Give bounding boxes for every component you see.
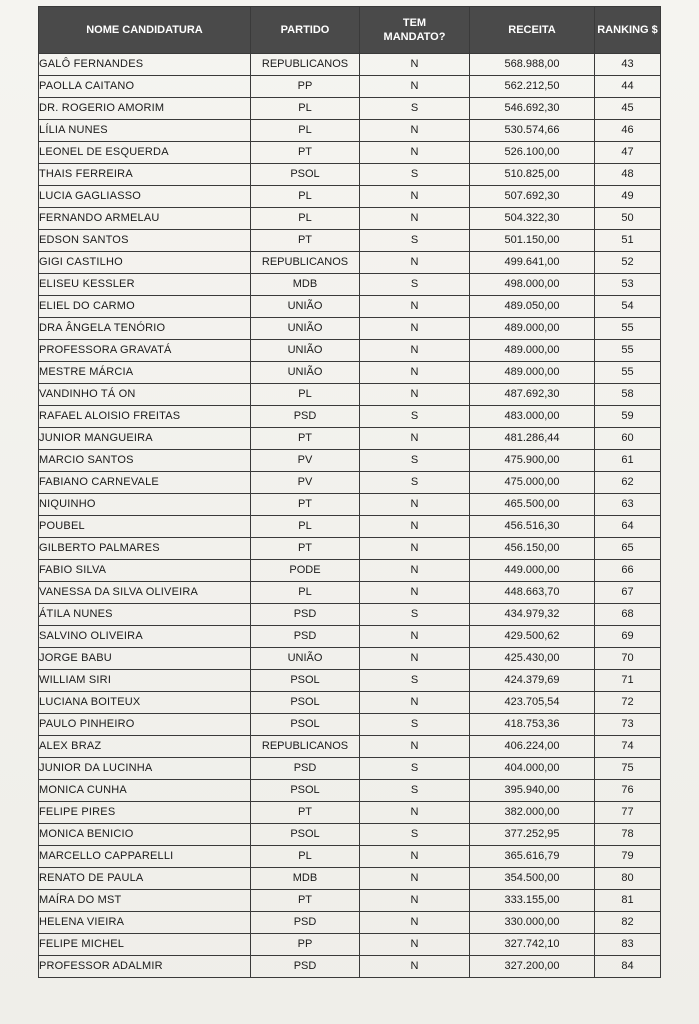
cell-mandato: N <box>360 692 470 714</box>
table-row <box>39 802 661 824</box>
cell-partido: PT <box>251 802 360 824</box>
cell-mandato: N <box>360 362 470 384</box>
cell-ranking: 78 <box>595 824 661 846</box>
cell-mandato: N <box>360 648 470 670</box>
cell-receita: 423.705,54 <box>470 692 595 714</box>
table-row <box>39 164 661 186</box>
cell-mandato: N <box>360 912 470 934</box>
cell-ranking: 45 <box>595 98 661 120</box>
cell-nome: WILLIAM SIRI <box>39 670 251 692</box>
cell-receita: 568.988,00 <box>470 54 595 76</box>
cell-receita: 526.100,00 <box>470 142 595 164</box>
cell-receita: 530.574,66 <box>470 120 595 142</box>
cell-partido: PSOL <box>251 164 360 186</box>
cell-partido: UNIÃO <box>251 648 360 670</box>
header-mandato <box>360 7 470 54</box>
cell-receita: 377.252,95 <box>470 824 595 846</box>
cell-partido: PSOL <box>251 780 360 802</box>
table-row <box>39 142 661 164</box>
table-row <box>39 76 661 98</box>
cell-partido: PSOL <box>251 670 360 692</box>
cell-nome: GALÔ FERNANDES <box>39 54 251 76</box>
cell-partido: PL <box>251 208 360 230</box>
cell-partido: PP <box>251 76 360 98</box>
table-row <box>39 582 661 604</box>
cell-partido: PT <box>251 890 360 912</box>
table-row <box>39 824 661 846</box>
cell-receita: 562.212,50 <box>470 76 595 98</box>
cell-ranking: 46 <box>595 120 661 142</box>
cell-receita: 434.979,32 <box>470 604 595 626</box>
table-row <box>39 318 661 340</box>
cell-mandato: N <box>360 340 470 362</box>
cell-mandato: N <box>360 494 470 516</box>
cell-ranking: 84 <box>595 956 661 978</box>
table-row <box>39 934 661 956</box>
table-row <box>39 472 661 494</box>
cell-partido: PL <box>251 98 360 120</box>
cell-partido: MDB <box>251 274 360 296</box>
cell-ranking: 53 <box>595 274 661 296</box>
cell-mandato: N <box>360 120 470 142</box>
cell-nome: ELIEL DO CARMO <box>39 296 251 318</box>
cell-nome: PAOLLA CAITANO <box>39 76 251 98</box>
table-row <box>39 54 661 76</box>
cell-partido: PL <box>251 120 360 142</box>
cell-mandato: S <box>360 472 470 494</box>
cell-receita: 327.200,00 <box>470 956 595 978</box>
cell-partido: PSD <box>251 912 360 934</box>
cell-receita: 327.742,10 <box>470 934 595 956</box>
header-nome: NOME CANDIDATURA <box>39 7 251 54</box>
table-row <box>39 604 661 626</box>
table-row <box>39 296 661 318</box>
cell-nome: ÁTILA NUNES <box>39 604 251 626</box>
cell-ranking: 70 <box>595 648 661 670</box>
cell-receita: 504.322,30 <box>470 208 595 230</box>
table-row <box>39 626 661 648</box>
cell-partido: PSD <box>251 626 360 648</box>
cell-ranking: 59 <box>595 406 661 428</box>
cell-ranking: 76 <box>595 780 661 802</box>
cell-partido: PSD <box>251 956 360 978</box>
cell-mandato: S <box>360 780 470 802</box>
cell-receita: 354.500,00 <box>470 868 595 890</box>
cell-nome: GILBERTO PALMARES <box>39 538 251 560</box>
cell-ranking: 50 <box>595 208 661 230</box>
cell-partido: PL <box>251 516 360 538</box>
cell-nome: MARCIO SANTOS <box>39 450 251 472</box>
cell-partido: PT <box>251 142 360 164</box>
table-row <box>39 538 661 560</box>
cell-mandato: N <box>360 538 470 560</box>
cell-ranking: 77 <box>595 802 661 824</box>
cell-partido: PSOL <box>251 714 360 736</box>
cell-nome: DR. ROGERIO AMORIM <box>39 98 251 120</box>
cell-nome: THAIS FERREIRA <box>39 164 251 186</box>
cell-receita: 499.641,00 <box>470 252 595 274</box>
cell-nome: EDSON SANTOS <box>39 230 251 252</box>
cell-ranking: 80 <box>595 868 661 890</box>
cell-ranking: 49 <box>595 186 661 208</box>
cell-partido: REPUBLICANOS <box>251 736 360 758</box>
cell-nome: RENATO DE PAULA <box>39 868 251 890</box>
cell-receita: 507.692,30 <box>470 186 595 208</box>
cell-mandato: N <box>360 956 470 978</box>
cell-ranking: 63 <box>595 494 661 516</box>
cell-nome: PAULO PINHEIRO <box>39 714 251 736</box>
cell-ranking: 47 <box>595 142 661 164</box>
cell-mandato: N <box>360 54 470 76</box>
cell-nome: JORGE BABU <box>39 648 251 670</box>
table-row <box>39 648 661 670</box>
cell-nome: FELIPE PIRES <box>39 802 251 824</box>
cell-ranking: 69 <box>595 626 661 648</box>
cell-receita: 382.000,00 <box>470 802 595 824</box>
table-row <box>39 956 661 978</box>
cell-ranking: 43 <box>595 54 661 76</box>
cell-nome: ALEX BRAZ <box>39 736 251 758</box>
cell-mandato: S <box>360 670 470 692</box>
cell-nome: FELIPE MICHEL <box>39 934 251 956</box>
cell-ranking: 72 <box>595 692 661 714</box>
header-mandato-line2: MANDATO? <box>383 31 446 43</box>
cell-mandato: S <box>360 450 470 472</box>
table-row <box>39 736 661 758</box>
cell-ranking: 71 <box>595 670 661 692</box>
cell-nome: DRA ÂNGELA TENÓRIO <box>39 318 251 340</box>
cell-ranking: 75 <box>595 758 661 780</box>
cell-mandato: N <box>360 76 470 98</box>
cell-nome: HELENA VIEIRA <box>39 912 251 934</box>
table-row <box>39 670 661 692</box>
header-mandato-line1: TEM <box>402 17 427 29</box>
cell-mandato: S <box>360 230 470 252</box>
cell-receita: 501.150,00 <box>470 230 595 252</box>
cell-nome: JUNIOR DA LUCINHA <box>39 758 251 780</box>
cell-nome: MESTRE MÁRCIA <box>39 362 251 384</box>
cell-receita: 475.000,00 <box>470 472 595 494</box>
cell-nome: RAFAEL ALOISIO FREITAS <box>39 406 251 428</box>
cell-receita: 404.000,00 <box>470 758 595 780</box>
cell-ranking: 44 <box>595 76 661 98</box>
cell-ranking: 55 <box>595 362 661 384</box>
cell-receita: 481.286,44 <box>470 428 595 450</box>
cell-receita: 365.616,79 <box>470 846 595 868</box>
cell-partido: MDB <box>251 868 360 890</box>
cell-receita: 424.379,69 <box>470 670 595 692</box>
cell-ranking: 73 <box>595 714 661 736</box>
table-row <box>39 560 661 582</box>
cell-mandato: S <box>360 824 470 846</box>
cell-receita: 510.825,00 <box>470 164 595 186</box>
cell-mandato: N <box>360 186 470 208</box>
cell-nome: GIGI CASTILHO <box>39 252 251 274</box>
cell-ranking: 48 <box>595 164 661 186</box>
table-row <box>39 230 661 252</box>
table-row <box>39 98 661 120</box>
table-row <box>39 758 661 780</box>
cell-receita: 395.940,00 <box>470 780 595 802</box>
cell-mandato: N <box>360 252 470 274</box>
cell-partido: PV <box>251 450 360 472</box>
cell-ranking: 58 <box>595 384 661 406</box>
cell-receita: 406.224,00 <box>470 736 595 758</box>
cell-nome: PROFESSORA GRAVATÁ <box>39 340 251 362</box>
cell-nome: MONICA BENICIO <box>39 824 251 846</box>
table-row <box>39 274 661 296</box>
cell-nome: JUNIOR MANGUEIRA <box>39 428 251 450</box>
cell-ranking: 51 <box>595 230 661 252</box>
cell-ranking: 66 <box>595 560 661 582</box>
cell-partido: PP <box>251 934 360 956</box>
cell-mandato: N <box>360 516 470 538</box>
cell-nome: LEONEL DE ESQUERDA <box>39 142 251 164</box>
cell-partido: PSD <box>251 406 360 428</box>
cell-receita: 425.430,00 <box>470 648 595 670</box>
table-row <box>39 912 661 934</box>
cell-mandato: N <box>360 142 470 164</box>
cell-mandato: S <box>360 274 470 296</box>
header-row <box>39 7 661 54</box>
table-row <box>39 692 661 714</box>
cell-ranking: 81 <box>595 890 661 912</box>
cell-receita: 449.000,00 <box>470 560 595 582</box>
cell-receita: 333.155,00 <box>470 890 595 912</box>
cell-ranking: 83 <box>595 934 661 956</box>
table-row <box>39 120 661 142</box>
cell-receita: 546.692,30 <box>470 98 595 120</box>
cell-partido: PSOL <box>251 824 360 846</box>
cell-partido: REPUBLICANOS <box>251 54 360 76</box>
cell-partido: PL <box>251 186 360 208</box>
table-row <box>39 780 661 802</box>
cell-nome: VANDINHO TÁ ON <box>39 384 251 406</box>
cell-nome: ELISEU KESSLER <box>39 274 251 296</box>
cell-nome: NIQUINHO <box>39 494 251 516</box>
cell-ranking: 67 <box>595 582 661 604</box>
table-header <box>39 7 661 54</box>
cell-ranking: 52 <box>595 252 661 274</box>
table-row <box>39 252 661 274</box>
cell-mandato: S <box>360 758 470 780</box>
cell-receita: 489.050,00 <box>470 296 595 318</box>
cell-receita: 498.000,00 <box>470 274 595 296</box>
cell-partido: PSD <box>251 604 360 626</box>
cell-ranking: 82 <box>595 912 661 934</box>
cell-nome: MAÍRA DO MST <box>39 890 251 912</box>
cell-partido: PL <box>251 384 360 406</box>
header-ranking: RANKING $ <box>595 7 661 54</box>
cell-partido: UNIÃO <box>251 362 360 384</box>
cell-mandato: N <box>360 934 470 956</box>
cell-receita: 448.663,70 <box>470 582 595 604</box>
cell-mandato: N <box>360 736 470 758</box>
cell-partido: PODE <box>251 560 360 582</box>
cell-mandato: S <box>360 406 470 428</box>
table-row <box>39 208 661 230</box>
cell-partido: UNIÃO <box>251 318 360 340</box>
table-row <box>39 868 661 890</box>
cell-nome: FABIANO CARNEVALE <box>39 472 251 494</box>
cell-ranking: 65 <box>595 538 661 560</box>
cell-receita: 489.000,00 <box>470 318 595 340</box>
header-partido: PARTIDO <box>251 7 360 54</box>
cell-receita: 330.000,00 <box>470 912 595 934</box>
cell-mandato: S <box>360 98 470 120</box>
cell-partido: UNIÃO <box>251 296 360 318</box>
table-row <box>39 186 661 208</box>
cell-partido: PL <box>251 582 360 604</box>
table-row <box>39 714 661 736</box>
cell-mandato: N <box>360 428 470 450</box>
table-row <box>39 516 661 538</box>
cell-partido: UNIÃO <box>251 340 360 362</box>
cell-receita: 456.150,00 <box>470 538 595 560</box>
cell-nome: POUBEL <box>39 516 251 538</box>
cell-mandato: N <box>360 384 470 406</box>
cell-mandato: S <box>360 604 470 626</box>
table-body <box>39 54 661 978</box>
cell-partido: PT <box>251 494 360 516</box>
table-row <box>39 428 661 450</box>
header-receita: RECEITA <box>470 7 595 54</box>
cell-nome: MONICA CUNHA <box>39 780 251 802</box>
cell-mandato: N <box>360 802 470 824</box>
cell-receita: 489.000,00 <box>470 340 595 362</box>
cell-partido: PT <box>251 230 360 252</box>
cell-mandato: N <box>360 890 470 912</box>
cell-ranking: 55 <box>595 318 661 340</box>
cell-partido: PSOL <box>251 692 360 714</box>
cell-partido: PL <box>251 846 360 868</box>
cell-partido: PT <box>251 428 360 450</box>
cell-nome: VANESSA DA SILVA OLIVEIRA <box>39 582 251 604</box>
cell-ranking: 55 <box>595 340 661 362</box>
cell-partido: PV <box>251 472 360 494</box>
cell-mandato: N <box>360 846 470 868</box>
table-row <box>39 494 661 516</box>
cell-receita: 456.516,30 <box>470 516 595 538</box>
cell-nome: FERNANDO ARMELAU <box>39 208 251 230</box>
cell-mandato: N <box>360 582 470 604</box>
cell-receita: 475.900,00 <box>470 450 595 472</box>
cell-ranking: 68 <box>595 604 661 626</box>
cell-nome: LUCIA GAGLIASSO <box>39 186 251 208</box>
cell-ranking: 60 <box>595 428 661 450</box>
cell-receita: 489.000,00 <box>470 362 595 384</box>
cell-mandato: S <box>360 164 470 186</box>
table-row <box>39 406 661 428</box>
cell-partido: PSD <box>251 758 360 780</box>
cell-mandato: N <box>360 560 470 582</box>
table-row <box>39 890 661 912</box>
cell-partido: REPUBLICANOS <box>251 252 360 274</box>
table-row <box>39 384 661 406</box>
table-row <box>39 450 661 472</box>
cell-ranking: 61 <box>595 450 661 472</box>
cell-nome: MARCELLO CAPPARELLI <box>39 846 251 868</box>
cell-receita: 429.500,62 <box>470 626 595 648</box>
cell-nome: SALVINO OLIVEIRA <box>39 626 251 648</box>
cell-receita: 418.753,36 <box>470 714 595 736</box>
cell-nome: LUCIANA BOITEUX <box>39 692 251 714</box>
cell-mandato: N <box>360 318 470 340</box>
cell-ranking: 79 <box>595 846 661 868</box>
cell-nome: FABIO SILVA <box>39 560 251 582</box>
cell-ranking: 54 <box>595 296 661 318</box>
table-row <box>39 362 661 384</box>
cell-receita: 465.500,00 <box>470 494 595 516</box>
cell-nome: PROFESSOR ADALMIR <box>39 956 251 978</box>
cell-ranking: 62 <box>595 472 661 494</box>
cell-mandato: N <box>360 208 470 230</box>
cell-ranking: 74 <box>595 736 661 758</box>
cell-mandato: N <box>360 868 470 890</box>
cell-receita: 483.000,00 <box>470 406 595 428</box>
table-row <box>39 340 661 362</box>
cell-ranking: 64 <box>595 516 661 538</box>
cell-mandato: N <box>360 626 470 648</box>
table-row <box>39 846 661 868</box>
cell-mandato: S <box>360 714 470 736</box>
cell-mandato: N <box>360 296 470 318</box>
cell-receita: 487.692,30 <box>470 384 595 406</box>
cell-nome: LÍLIA NUNES <box>39 120 251 142</box>
cell-partido: PT <box>251 538 360 560</box>
candidates-table <box>38 6 661 978</box>
